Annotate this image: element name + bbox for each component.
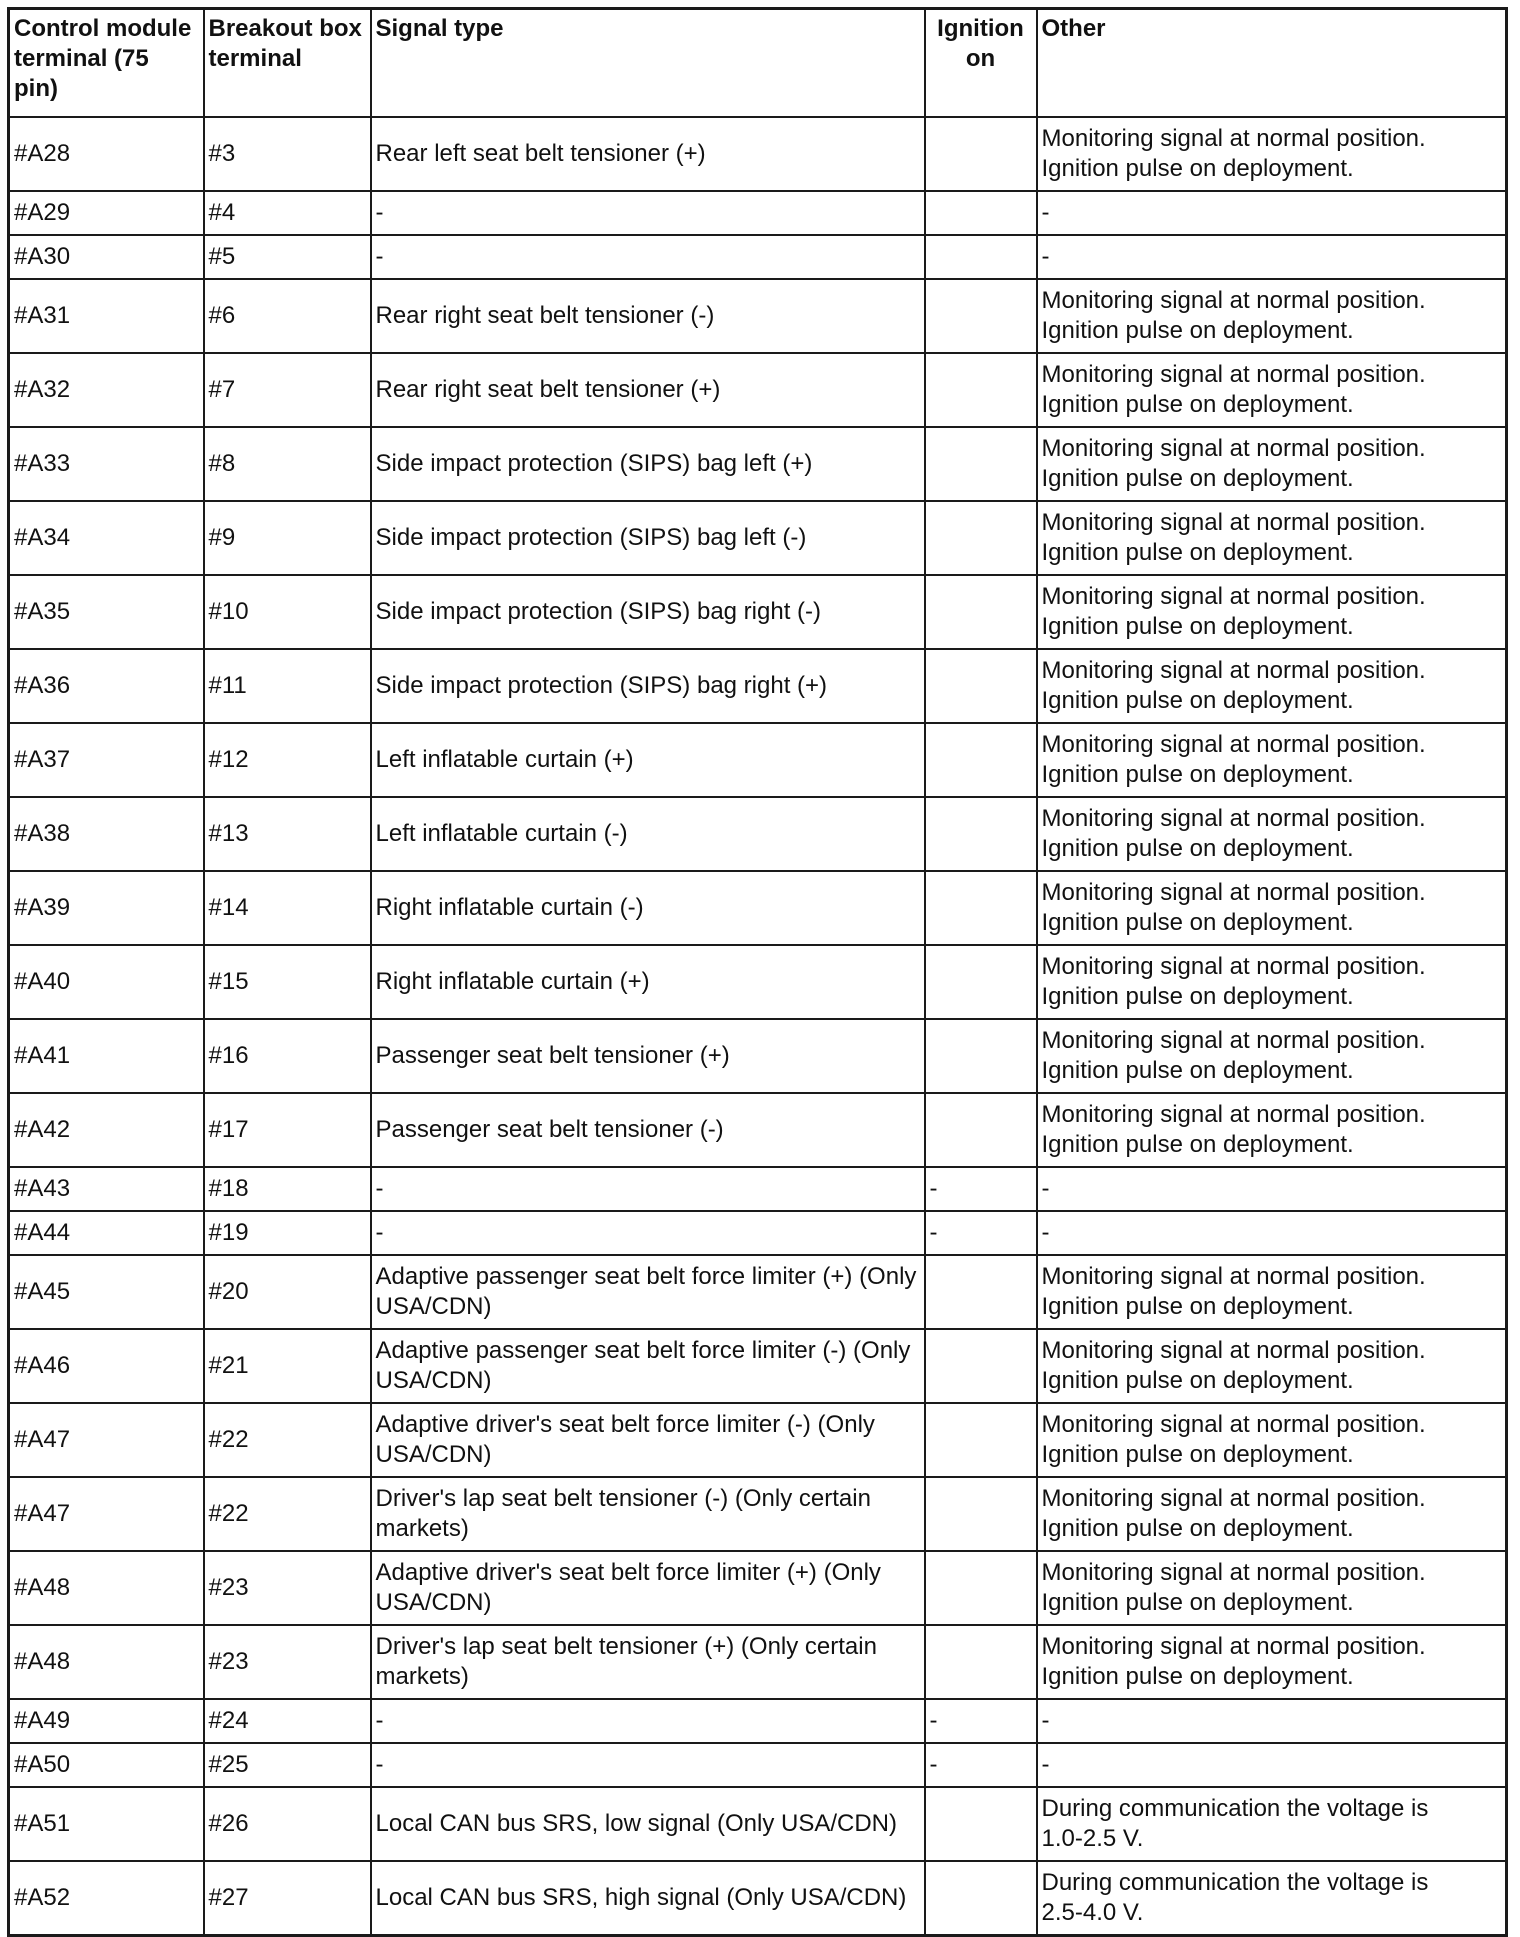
other-line-1: Monitoring signal at normal position. bbox=[1041, 1633, 1426, 1660]
table-row bbox=[9, 1255, 1507, 1329]
terminal-cell: #A47 bbox=[9, 1403, 204, 1477]
signal-cell: Rear right seat belt tensioner (+) bbox=[371, 353, 925, 427]
table-row bbox=[9, 1403, 1507, 1477]
table-row bbox=[9, 797, 1507, 871]
terminal-cell: #A52 bbox=[9, 1861, 204, 1936]
breakout-cell: #27 bbox=[204, 1861, 371, 1936]
other-line-1: During communication the voltage is bbox=[1041, 1795, 1429, 1822]
header-row bbox=[9, 9, 1507, 118]
ignition-cell: - bbox=[925, 1167, 1037, 1211]
terminal-cell: #A37 bbox=[9, 723, 204, 797]
header-ignition-on: Ignition on bbox=[925, 9, 1037, 118]
breakout-cell: #24 bbox=[204, 1699, 371, 1743]
other-line-1: - bbox=[1041, 1707, 1050, 1734]
breakout-cell: #20 bbox=[204, 1255, 371, 1329]
signal-cell: Local CAN bus SRS, low signal (Only USA/CDN) bbox=[371, 1787, 925, 1861]
other-line-1: Monitoring signal at normal position. bbox=[1041, 1337, 1426, 1364]
other-cell bbox=[1037, 1255, 1507, 1329]
signal-cell: Driver's lap seat belt tensioner (-) (Only certain markets) bbox=[371, 1477, 925, 1551]
other-cell bbox=[1037, 1787, 1507, 1861]
table-row bbox=[9, 1477, 1507, 1551]
terminal-cell: #A29 bbox=[9, 191, 204, 235]
signal-cell: - bbox=[371, 1699, 925, 1743]
breakout-cell: #15 bbox=[204, 945, 371, 1019]
breakout-cell: #22 bbox=[204, 1477, 371, 1551]
breakout-cell: #16 bbox=[204, 1019, 371, 1093]
table-row bbox=[9, 871, 1507, 945]
table-row bbox=[9, 1019, 1507, 1093]
other-cell bbox=[1037, 723, 1507, 797]
other-line-2: Ignition pulse on deployment. bbox=[1041, 909, 1354, 936]
table-row bbox=[9, 1211, 1507, 1255]
other-line-1: - bbox=[1041, 199, 1050, 226]
table-body bbox=[9, 117, 1507, 1936]
ignition-cell bbox=[925, 279, 1037, 353]
signal-cell: Right inflatable curtain (-) bbox=[371, 871, 925, 945]
other-line-1: During communication the voltage is bbox=[1041, 1869, 1429, 1896]
other-line-2: Ignition pulse on deployment. bbox=[1041, 613, 1354, 640]
terminal-cell: #A43 bbox=[9, 1167, 204, 1211]
other-cell bbox=[1037, 1019, 1507, 1093]
terminal-cell: #A35 bbox=[9, 575, 204, 649]
other-cell bbox=[1037, 353, 1507, 427]
other-line-1: Monitoring signal at normal position. bbox=[1041, 731, 1426, 758]
signal-cell: Adaptive passenger seat belt force limiter (+) (Only USA/CDN) bbox=[371, 1255, 925, 1329]
signal-cell: Side impact protection (SIPS) bag left (-) bbox=[371, 501, 925, 575]
other-line-2: Ignition pulse on deployment. bbox=[1041, 1367, 1354, 1394]
breakout-cell: #14 bbox=[204, 871, 371, 945]
table-row bbox=[9, 649, 1507, 723]
terminal-cell: #A48 bbox=[9, 1551, 204, 1625]
breakout-cell: #21 bbox=[204, 1329, 371, 1403]
other-line-2: Ignition pulse on deployment. bbox=[1041, 317, 1354, 344]
other-line-1: - bbox=[1041, 243, 1050, 270]
ignition-cell bbox=[925, 1477, 1037, 1551]
other-line-2: 1.0-2.5 V. bbox=[1041, 1825, 1144, 1852]
other-cell bbox=[1037, 575, 1507, 649]
terminal-cell: #A46 bbox=[9, 1329, 204, 1403]
breakout-cell: #13 bbox=[204, 797, 371, 871]
signal-cell: - bbox=[371, 1743, 925, 1787]
signal-cell: Adaptive driver's seat belt force limiter (+) (Only USA/CDN) bbox=[371, 1551, 925, 1625]
other-cell bbox=[1037, 117, 1507, 191]
other-line-1: - bbox=[1041, 1751, 1050, 1778]
breakout-cell: #7 bbox=[204, 353, 371, 427]
breakout-cell: #23 bbox=[204, 1625, 371, 1699]
table-row bbox=[9, 427, 1507, 501]
other-line-1: Monitoring signal at normal position. bbox=[1041, 583, 1426, 610]
breakout-cell: #3 bbox=[204, 117, 371, 191]
other-line-2: Ignition pulse on deployment. bbox=[1041, 391, 1354, 418]
ignition-cell bbox=[925, 1019, 1037, 1093]
ignition-cell bbox=[925, 117, 1037, 191]
other-line-1: Monitoring signal at normal position. bbox=[1041, 287, 1426, 314]
other-line-2: Ignition pulse on deployment. bbox=[1041, 1293, 1354, 1320]
other-line-1: - bbox=[1041, 1175, 1050, 1202]
other-cell bbox=[1037, 1167, 1507, 1211]
signal-cell: Side impact protection (SIPS) bag left (+) bbox=[371, 427, 925, 501]
table-row bbox=[9, 1625, 1507, 1699]
terminal-cell: #A28 bbox=[9, 117, 204, 191]
ignition-cell: - bbox=[925, 1211, 1037, 1255]
breakout-cell: #17 bbox=[204, 1093, 371, 1167]
other-line-2: Ignition pulse on deployment. bbox=[1041, 761, 1354, 788]
breakout-cell: #26 bbox=[204, 1787, 371, 1861]
terminal-cell: #A30 bbox=[9, 235, 204, 279]
table-row bbox=[9, 1167, 1507, 1211]
other-line-1: - bbox=[1041, 1219, 1050, 1246]
ignition-cell bbox=[925, 575, 1037, 649]
terminal-cell: #A39 bbox=[9, 871, 204, 945]
table-row bbox=[9, 1699, 1507, 1743]
ignition-cell: - bbox=[925, 1699, 1037, 1743]
other-line-1: Monitoring signal at normal position. bbox=[1041, 435, 1426, 462]
terminal-cell: #A34 bbox=[9, 501, 204, 575]
other-line-1: Monitoring signal at normal position. bbox=[1041, 657, 1426, 684]
other-cell bbox=[1037, 871, 1507, 945]
other-line-1: Monitoring signal at normal position. bbox=[1041, 879, 1426, 906]
ignition-cell bbox=[925, 235, 1037, 279]
signal-cell: Driver's lap seat belt tensioner (+) (Only certain markets) bbox=[371, 1625, 925, 1699]
other-line-2: Ignition pulse on deployment. bbox=[1041, 983, 1354, 1010]
other-cell bbox=[1037, 427, 1507, 501]
terminal-cell: #A31 bbox=[9, 279, 204, 353]
other-cell bbox=[1037, 797, 1507, 871]
other-line-1: Monitoring signal at normal position. bbox=[1041, 361, 1426, 388]
ignition-cell bbox=[925, 723, 1037, 797]
other-line-2: Ignition pulse on deployment. bbox=[1041, 1441, 1354, 1468]
table-row bbox=[9, 1329, 1507, 1403]
other-cell bbox=[1037, 501, 1507, 575]
signal-cell: - bbox=[371, 191, 925, 235]
other-cell bbox=[1037, 191, 1507, 235]
other-cell bbox=[1037, 279, 1507, 353]
other-cell bbox=[1037, 1211, 1507, 1255]
table-row bbox=[9, 353, 1507, 427]
other-line-2: Ignition pulse on deployment. bbox=[1041, 539, 1354, 566]
breakout-cell: #19 bbox=[204, 1211, 371, 1255]
breakout-cell: #22 bbox=[204, 1403, 371, 1477]
signal-cell: - bbox=[371, 235, 925, 279]
other-cell bbox=[1037, 235, 1507, 279]
other-line-2: Ignition pulse on deployment. bbox=[1041, 1057, 1354, 1084]
other-line-1: Monitoring signal at normal position. bbox=[1041, 1411, 1426, 1438]
terminal-cell: #A44 bbox=[9, 1211, 204, 1255]
table-row bbox=[9, 1743, 1507, 1787]
signal-cell: Local CAN bus SRS, high signal (Only USA/CDN) bbox=[371, 1861, 925, 1936]
other-line-2: 2.5-4.0 V. bbox=[1041, 1899, 1144, 1926]
table-row bbox=[9, 575, 1507, 649]
signal-cell: Side impact protection (SIPS) bag right (-) bbox=[371, 575, 925, 649]
ignition-cell bbox=[925, 1255, 1037, 1329]
ignition-cell bbox=[925, 1093, 1037, 1167]
terminal-cell: #A33 bbox=[9, 427, 204, 501]
table-row bbox=[9, 1551, 1507, 1625]
breakout-cell: #4 bbox=[204, 191, 371, 235]
terminal-cell: #A38 bbox=[9, 797, 204, 871]
terminal-cell: #A36 bbox=[9, 649, 204, 723]
other-line-2: Ignition pulse on deployment. bbox=[1041, 1663, 1354, 1690]
other-cell bbox=[1037, 1861, 1507, 1936]
signal-cell: Passenger seat belt tensioner (+) bbox=[371, 1019, 925, 1093]
terminal-cell: #A45 bbox=[9, 1255, 204, 1329]
other-line-1: Monitoring signal at normal position. bbox=[1041, 1101, 1426, 1128]
breakout-cell: #11 bbox=[204, 649, 371, 723]
signal-cell: Right inflatable curtain (+) bbox=[371, 945, 925, 1019]
signal-cell: - bbox=[371, 1211, 925, 1255]
table-row bbox=[9, 945, 1507, 1019]
other-cell bbox=[1037, 1093, 1507, 1167]
terminal-cell: #A49 bbox=[9, 1699, 204, 1743]
ignition-cell bbox=[925, 1861, 1037, 1936]
breakout-cell: #8 bbox=[204, 427, 371, 501]
ignition-cell bbox=[925, 1551, 1037, 1625]
breakout-cell: #10 bbox=[204, 575, 371, 649]
breakout-cell: #12 bbox=[204, 723, 371, 797]
other-line-1: Monitoring signal at normal position. bbox=[1041, 953, 1426, 980]
signal-cell: Left inflatable curtain (-) bbox=[371, 797, 925, 871]
other-line-2: Ignition pulse on deployment. bbox=[1041, 1515, 1354, 1542]
terminal-cell: #A40 bbox=[9, 945, 204, 1019]
other-line-2: Ignition pulse on deployment. bbox=[1041, 465, 1354, 492]
signal-cell: Left inflatable curtain (+) bbox=[371, 723, 925, 797]
ignition-cell bbox=[925, 1787, 1037, 1861]
other-cell bbox=[1037, 1625, 1507, 1699]
ignition-cell bbox=[925, 427, 1037, 501]
signal-cell: Rear left seat belt tensioner (+) bbox=[371, 117, 925, 191]
table-row bbox=[9, 279, 1507, 353]
header-control-module: Control module terminal (75 pin) bbox=[9, 9, 204, 118]
other-line-2: Ignition pulse on deployment. bbox=[1041, 155, 1354, 182]
table-row bbox=[9, 501, 1507, 575]
table-row bbox=[9, 117, 1507, 191]
ignition-cell bbox=[925, 353, 1037, 427]
other-line-1: Monitoring signal at normal position. bbox=[1041, 509, 1426, 536]
ignition-cell bbox=[925, 1403, 1037, 1477]
other-line-2: Ignition pulse on deployment. bbox=[1041, 1131, 1354, 1158]
other-line-1: Monitoring signal at normal position. bbox=[1041, 805, 1426, 832]
other-cell bbox=[1037, 1743, 1507, 1787]
breakout-cell: #5 bbox=[204, 235, 371, 279]
table-row bbox=[9, 191, 1507, 235]
ignition-cell: - bbox=[925, 1743, 1037, 1787]
ignition-cell bbox=[925, 191, 1037, 235]
terminal-cell: #A41 bbox=[9, 1019, 204, 1093]
table-row bbox=[9, 1787, 1507, 1861]
table-row bbox=[9, 1093, 1507, 1167]
ignition-cell bbox=[925, 797, 1037, 871]
other-cell bbox=[1037, 1551, 1507, 1625]
other-line-1: Monitoring signal at normal position. bbox=[1041, 125, 1426, 152]
breakout-cell: #25 bbox=[204, 1743, 371, 1787]
signal-cell: Rear right seat belt tensioner (-) bbox=[371, 279, 925, 353]
terminal-cell: #A48 bbox=[9, 1625, 204, 1699]
signal-cell: Adaptive passenger seat belt force limiter (-) (Only USA/CDN) bbox=[371, 1329, 925, 1403]
ignition-cell bbox=[925, 1329, 1037, 1403]
other-cell bbox=[1037, 1329, 1507, 1403]
other-cell bbox=[1037, 1699, 1507, 1743]
terminal-cell: #A32 bbox=[9, 353, 204, 427]
breakout-cell: #6 bbox=[204, 279, 371, 353]
other-line-1: Monitoring signal at normal position. bbox=[1041, 1027, 1426, 1054]
table-row bbox=[9, 235, 1507, 279]
breakout-cell: #23 bbox=[204, 1551, 371, 1625]
other-line-1: Monitoring signal at normal position. bbox=[1041, 1485, 1426, 1512]
terminal-cell: #A50 bbox=[9, 1743, 204, 1787]
table-row bbox=[9, 1861, 1507, 1936]
signal-cell: Passenger seat belt tensioner (-) bbox=[371, 1093, 925, 1167]
other-line-2: Ignition pulse on deployment. bbox=[1041, 835, 1354, 862]
signal-cell: Adaptive driver's seat belt force limiter (-) (Only USA/CDN) bbox=[371, 1403, 925, 1477]
terminal-cell: #A51 bbox=[9, 1787, 204, 1861]
terminal-cell: #A42 bbox=[9, 1093, 204, 1167]
other-line-1: Monitoring signal at normal position. bbox=[1041, 1263, 1426, 1290]
other-line-2: Ignition pulse on deployment. bbox=[1041, 1589, 1354, 1616]
header-breakout-box: Breakout box terminal bbox=[204, 9, 371, 118]
other-cell bbox=[1037, 649, 1507, 723]
other-cell bbox=[1037, 945, 1507, 1019]
signal-cell: - bbox=[371, 1167, 925, 1211]
pinout-table bbox=[7, 7, 1508, 1937]
header-other: Other bbox=[1037, 9, 1507, 118]
table-row bbox=[9, 723, 1507, 797]
other-cell bbox=[1037, 1477, 1507, 1551]
ignition-cell bbox=[925, 501, 1037, 575]
ignition-cell bbox=[925, 945, 1037, 1019]
other-line-2: Ignition pulse on deployment. bbox=[1041, 687, 1354, 714]
ignition-cell bbox=[925, 1625, 1037, 1699]
terminal-cell: #A47 bbox=[9, 1477, 204, 1551]
other-cell bbox=[1037, 1403, 1507, 1477]
ignition-cell bbox=[925, 649, 1037, 723]
header-signal-type: Signal type bbox=[371, 9, 925, 118]
other-line-1: Monitoring signal at normal position. bbox=[1041, 1559, 1426, 1586]
breakout-cell: #9 bbox=[204, 501, 371, 575]
breakout-cell: #18 bbox=[204, 1167, 371, 1211]
ignition-cell bbox=[925, 871, 1037, 945]
signal-cell: Side impact protection (SIPS) bag right (+) bbox=[371, 649, 925, 723]
